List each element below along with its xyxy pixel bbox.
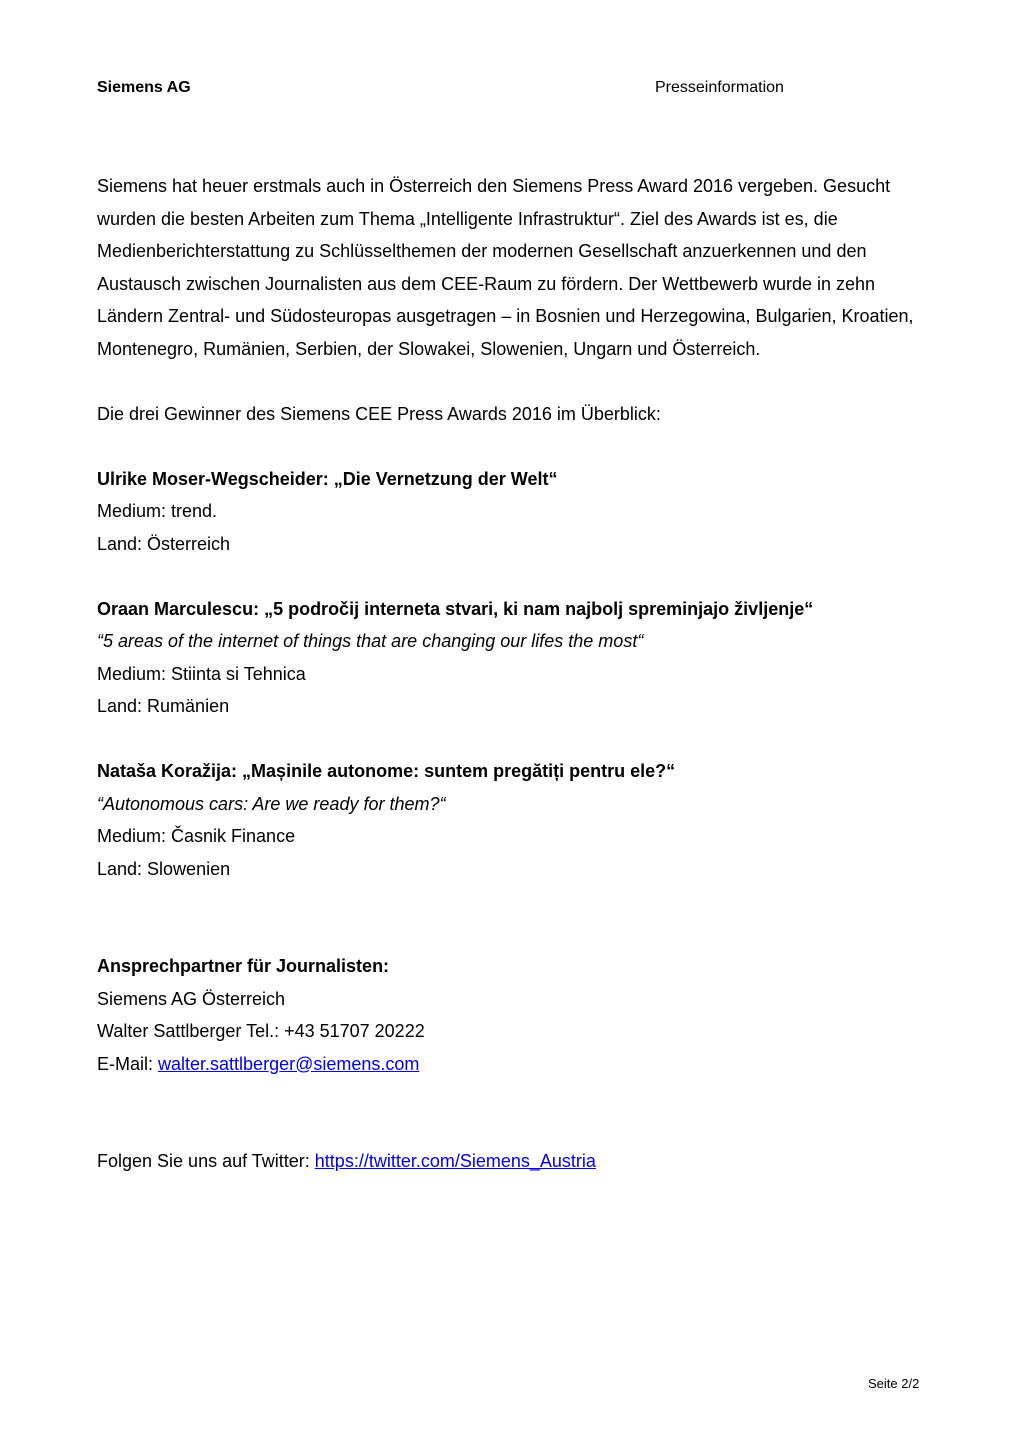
document-body <box>97 170 917 1178</box>
intro-paragraph: Siemens hat heuer erstmals auch in Österreich den Siemens Press Award 2016 vergeben. Gesucht wurden die besten Arbeiten zum Thema „Intelligente Infrastruktur“. Ziel des Awards ist es, die Medienberichterstattung zu Schlüsselthemen der modernen Gesellschaft anzuerkennen und den Austausch zwischen Journalisten aus dem CEE-Raum zu fördern. Der Wettbewerb wurde in zehn Ländern Zentral- und Südosteuropas ausgetragen – in Bosnien und Herzegowina, Bulgarien, Kroatien, Montenegro, Rumänien, Serbien, der Slowakei, Slowenien, Ungarn und Österreich. <box>97 176 914 359</box>
overview-line: Die drei Gewinner des Siemens CEE Press Awards 2016 im Überblick: <box>97 403 661 424</box>
winner-title: Oraan Marculescu: „5 področij interneta stvari, ki nam najbolj spreminjajo življenje“ <box>97 598 814 619</box>
contact-person: Walter Sattlberger Tel.: +43 51707 20222 <box>97 1021 425 1041</box>
contact-block <box>97 950 917 1080</box>
twitter-label: Folgen Sie uns auf Twitter: <box>97 1151 315 1171</box>
header-company: Siemens AG <box>97 79 191 96</box>
winner-title: Nataša Koražija: „Mașinile autonome: suntem pregătiți pentru ele?“ <box>97 761 676 781</box>
contact-email-line <box>97 1048 917 1081</box>
winner-medium: Medium: trend. <box>97 501 218 521</box>
winner-entry-2 <box>97 593 917 723</box>
winner-translation: “5 areas of the internet of things that are changing our lifes the most“ <box>97 631 644 651</box>
winner-translation: “Autonomous cars: Are we ready for them?“ <box>97 793 446 814</box>
winner-entry-1 <box>97 463 917 561</box>
header-doc-type: Presseinformation <box>655 79 784 96</box>
winner-medium: Medium: Stiinta si Tehnica <box>97 663 306 684</box>
winner-land: Land: Rumänien <box>97 696 230 716</box>
contact-heading: Ansprechpartner für Journalisten: <box>97 956 390 976</box>
twitter-link[interactable]: https://twitter.com/Siemens_Austria <box>314 1151 596 1171</box>
twitter-line <box>97 1145 917 1178</box>
contact-org: Siemens AG Österreich <box>97 988 286 1009</box>
page-number: Seite 2/2 <box>868 1376 920 1391</box>
winner-land: Land: Österreich <box>97 533 231 554</box>
winner-medium: Medium: Časnik Finance <box>97 826 296 846</box>
winner-entry-3 <box>97 755 917 885</box>
email-label: E-Mail: <box>97 1053 159 1074</box>
winner-land: Land: Slowenien <box>97 858 231 879</box>
email-link[interactable]: walter.sattlberger@siemens.com <box>158 1053 420 1074</box>
winner-title: Ulrike Moser-Wegscheider: „Die Vernetzung der Welt“ <box>97 468 558 489</box>
